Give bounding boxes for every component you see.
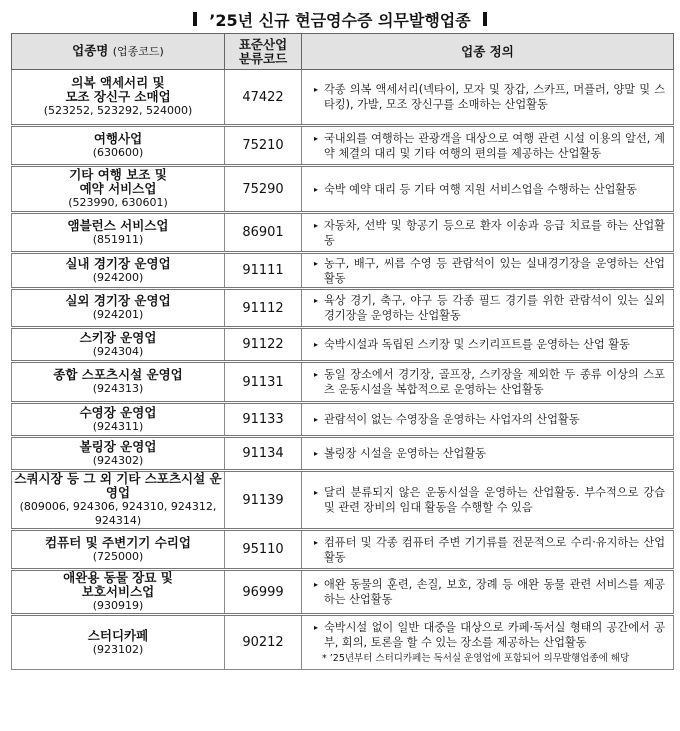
document-title [0,6,680,32]
industry-name-line: 기타 여행 보조 및 [69,167,167,182]
industry-name-line: 종합 스포츠시설 운영업 [53,367,183,382]
industry-definition [314,293,665,323]
ksic-code: 47422 [225,70,302,126]
table-row [12,615,674,670]
industry-name [12,168,224,196]
bullet-icon: ▸ [314,449,319,458]
industry-name-cell [12,530,225,570]
industry-definition-cell [302,213,674,253]
industry-name-cell [12,437,225,471]
industry-codes: (523252, 523292, 524000) [43,104,193,117]
industry-name-cell [12,126,225,166]
table-row [12,530,674,570]
industry-name [12,132,224,146]
industry-codes: (630600) [92,145,144,159]
table-row [12,362,674,403]
bullet-icon: ▸ [314,488,319,497]
title-bar-right [483,12,487,26]
industry-name-cell [12,362,225,403]
industry-name-cell [12,166,225,213]
table-row [12,570,674,615]
industry-codes: (924311) [92,419,144,433]
ksic-code: 91131 [225,362,302,403]
industry-codes: (523990, 630601) [68,196,168,209]
industry-definition [314,182,665,197]
industry-name-line: 보호서비스업 [81,584,155,599]
bullet-icon: ▸ [314,258,319,268]
industry-definition [314,82,665,112]
definition-text: 볼링장 시설을 운영하는 산업활동 [324,447,486,460]
industry-definition [314,535,665,565]
definition-text: 숙박 예약 대리 등 기타 여행 지원 서비스업을 수행하는 산업활동 [324,182,637,196]
table-row [12,471,674,530]
industry-definition-cell [302,70,674,126]
header-definition [302,34,674,70]
industry-codes: (851911) [92,232,144,246]
industry-name-line: 볼링장 운영업 [79,438,157,454]
table-row [12,213,674,253]
industry-name-line: 컴퓨터 및 주변기기 수리업 [45,534,191,550]
industry-name-cell [12,289,225,328]
industry-name-line: 애완용 동물 장묘 및 [63,570,173,585]
industry-name-line: 여행사업 [93,130,143,146]
definition-text: 숙박시설 없이 일반 대중을 대상으로 카페·독서실 형태의 공간에서 공부, 회의, 토론을 할 수 있는 장소를 제공하는 산업활동 [324,621,665,649]
table-row [12,328,674,362]
industry-name-cell [12,70,225,126]
definition-text: 관람석이 없는 수영장을 운영하는 사업자의 산업활동 [324,413,580,426]
industry-definition-cell [302,615,674,670]
industry-name [12,629,224,643]
definition-text: 자동차, 선박 및 항공기 등으로 환자 이송과 응급 치료를 하는 산업활동 [324,218,665,247]
definition-text: 농구, 배구, 씨름 수영 등 관람석이 있는 실내경기장을 운영하는 산업활동 [324,256,665,285]
industry-name [12,571,224,599]
industry-name-line: 스터디카페 [87,627,149,643]
industry-definition-cell [302,403,674,437]
definition-text: 달리 분류되지 않은 운동시설을 운영하는 산업활동. 부수적으로 강습 및 관련 장비의 임대 활동을 수행할 수 있음 [324,486,665,514]
industry-definition-cell [302,530,674,570]
industry-definition [314,577,665,607]
industry-name-line: 실내 경기장 운영업 [65,255,171,271]
definition-text: 국내외를 여행하는 관광객을 대상으로 여행 관련 시설 이용의 알선, 계약 체결의 대리 및 기타 여행의 편의를 제공하는 산업활동 [324,131,665,160]
ksic-code: 91134 [225,437,302,471]
ksic-code: 75290 [225,166,302,213]
industry-table [11,33,674,670]
bullet-icon: ▸ [314,296,319,305]
industry-name [12,536,224,550]
industry-name [12,219,224,233]
industry-definition-cell [302,289,674,328]
industry-name-line: 실외 경기장 운영업 [65,293,171,308]
industry-name-cell [12,570,225,615]
industry-name-cell [12,253,225,289]
table-row [12,253,674,289]
bullet-icon: ▸ [314,220,319,230]
ksic-code: 91112 [225,289,302,328]
header-row [12,34,674,70]
industry-name-cell [12,471,225,530]
industry-codes: (725000) [92,549,144,563]
industry-name [12,331,224,345]
table-row [12,403,674,437]
industry-definition [314,412,665,427]
industry-name [12,406,224,420]
industry-name-line: 앰블런스 서비스업 [67,217,169,233]
industry-definition-cell [302,253,674,289]
industry-definition-cell [302,166,674,213]
ksic-code: 75210 [225,126,302,166]
industry-definition [314,485,665,515]
title-bar-left [193,12,197,26]
table-row [12,126,674,166]
table-row [12,166,674,213]
ksic-code: 91122 [225,328,302,362]
definition-text: 육상 경기, 축구, 야구 등 각종 필드 경기를 위한 관람석이 있는 실외 경기장을 운영하는 산업활동 [324,294,665,322]
table-row [12,70,674,126]
industry-name [12,472,224,500]
definition-note: * ’25년부터 스터디카페는 독서실 운영업에 포함되어 의무발행업종에 해당 [322,653,630,664]
industry-name [12,76,224,104]
industry-definition-cell [302,471,674,530]
bullet-icon: ▸ [314,623,319,632]
industry-codes: (809006, 924306, 924310, 924312, 924314) [19,500,217,527]
industry-codes: (923102) [92,642,144,656]
industry-codes: (924313) [92,382,144,395]
industry-definition [314,131,665,161]
header-code-line1: 표준산업 [238,36,288,52]
industry-definition-cell [302,362,674,403]
header-code [225,34,302,70]
ksic-code: 91133 [225,403,302,437]
industry-name-line: 예약 서비스업 [79,181,157,196]
bullet-icon: ▸ [314,580,319,589]
header-name [12,34,225,70]
ksic-code: 90212 [225,615,302,670]
bullet-icon: ▸ [314,370,319,379]
industry-name-cell [12,213,225,253]
table-row [12,437,674,471]
industry-definition [314,620,665,650]
definition-text: 애완 동물의 훈련, 손질, 보호, 장례 등 애완 동물 관련 서비스를 제공하는 산업활동 [324,578,665,606]
industry-definition [314,256,665,286]
ksic-code: 91139 [225,471,302,530]
industry-name [12,368,224,382]
industry-codes: (930919) [92,599,144,612]
header-code-line2: 분류코드 [238,50,288,66]
industry-name-line: 스키장 운영업 [79,329,157,345]
bullet-icon: ▸ [314,133,319,143]
industry-name [12,440,224,454]
title-text: ’25년 신규 현금영수증 의무발행업종 [209,10,471,30]
industry-definition-cell [302,570,674,615]
industry-codes: (924302) [92,453,144,467]
industry-definition [314,218,665,248]
bullet-icon: ▸ [314,184,319,194]
industry-name-cell [12,328,225,362]
industry-name-line: 모조 장신구 소매업 [65,89,171,104]
industry-name-cell [12,615,225,670]
industry-codes: (924200) [92,270,144,284]
header-name-sub: (업종코드) [112,45,164,58]
definition-text: 각종 의복 액세서리(넥타이, 모자 및 장갑, 스카프, 머플러, 양말 및 스타킹), 가발, 모조 장신구를 소매하는 산업활동 [324,83,665,111]
industry-codes: (924304) [92,344,144,358]
industry-definition [314,337,665,352]
bullet-icon: ▸ [314,340,319,349]
industry-name [12,294,224,308]
ksic-code: 96999 [225,570,302,615]
industry-definition [314,446,665,461]
table-row [12,289,674,328]
ksic-code: 86901 [225,213,302,253]
industry-name-line: 수영장 운영업 [79,404,157,420]
bullet-icon: ▸ [314,85,319,94]
industry-name-line: 의복 액세서리 및 [71,75,165,90]
ksic-code: 95110 [225,530,302,570]
definition-text: 숙박시설과 독립된 스키장 및 스키리프트를 운영하는 산업 활동 [324,338,630,351]
header-definition-label: 업종 정의 [461,43,514,59]
ksic-code: 91111 [225,253,302,289]
industry-name-cell [12,403,225,437]
bullet-icon: ▸ [314,537,319,547]
header-name-label: 업종명 [72,43,109,58]
industry-definition-cell [302,437,674,471]
industry-definition-cell [302,328,674,362]
industry-name [12,257,224,271]
industry-name-line: 스쿼시장 등 그 외 기타 스포츠시설 운영업 [14,471,222,500]
industry-definition-cell [302,126,674,166]
industry-codes: (924201) [92,308,144,321]
definition-text: 컴퓨터 및 각종 컴퓨터 주변 기기류를 전문적으로 수리·유지하는 산업활동 [324,535,665,564]
industry-definition [314,367,665,397]
bullet-icon: ▸ [314,415,319,424]
definition-text: 동일 장소에서 경기장, 골프장, 스키장을 제외한 두 종류 이상의 스포츠 운동시설을 복합적으로 운영하는 산업활동 [324,368,665,396]
